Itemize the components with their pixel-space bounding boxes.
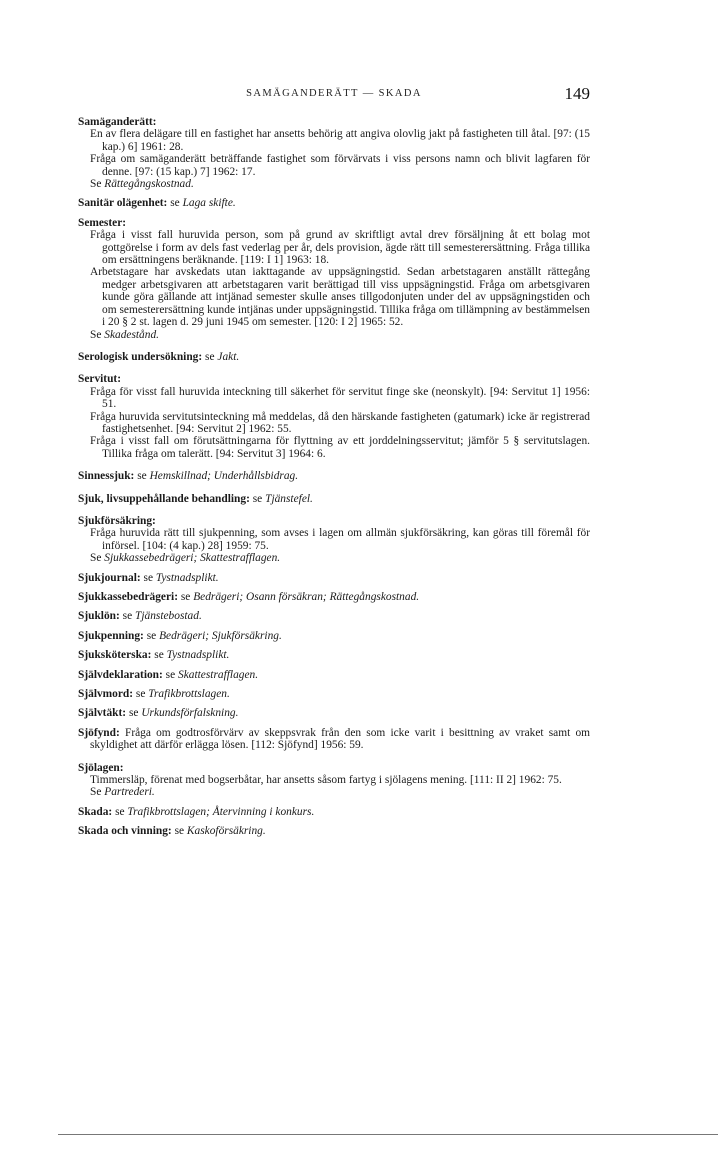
- see-label: se: [137, 470, 147, 483]
- entry-line: [78, 669, 590, 681]
- entry-term: Sinnessjuk:: [78, 470, 135, 483]
- entry-term: Sjuk, livsuppehållande behandling:: [78, 492, 250, 505]
- see-label: se: [170, 197, 180, 210]
- entry-paragraph: [78, 329, 590, 341]
- see-label: Se: [90, 786, 102, 799]
- entry-heading: [78, 116, 590, 128]
- see-label: Se: [90, 178, 102, 191]
- entry-line: [78, 493, 590, 505]
- entry-text: Fråga huruvida servitutsinteckning må meddelas, då den härskande fastigheten (gatumark) icke är registrerad fastighetsenhet. [94: Servitut 2] 1962: 55.: [90, 410, 590, 435]
- entry-text: Fråga i visst fall huruvida person, som på grund av skriftligt avtal drev försäljning åt ett bolag mot gottgörelse i form av dels fast vederlag per år, dels provision, ägde rätt till semesterersättning. Fråga tillika om ersättningens beräknande. [119: I 1] 1963: 18.: [90, 229, 590, 267]
- entry-paragraph: [78, 435, 590, 460]
- entry-paragraph: [78, 229, 590, 266]
- entry-term: Självmord:: [78, 688, 134, 701]
- cross-reference: Bedrägeri; Osann försäkran; Rättegångskostnad.: [193, 591, 420, 603]
- entry-text: Fråga huruvida rätt till sjukpenning, som avses i lagen om allmän sjukförsäkring, kan göras till föremål för införsel. [104: (4 kap.) 28] 1959: 75.: [90, 527, 590, 552]
- index-entry: [78, 197, 590, 209]
- index-entry: [78, 515, 590, 565]
- entry-heading: [78, 762, 590, 774]
- index-entry: [78, 806, 590, 818]
- entry-term: Semester:: [78, 216, 127, 229]
- index-entry: [78, 217, 590, 341]
- entry-line: [78, 727, 590, 752]
- index-content: [78, 116, 590, 845]
- entry-heading: [78, 515, 590, 527]
- index-entry: [78, 727, 590, 752]
- index-entry: [78, 591, 590, 603]
- entry-term: Sanitär olägenhet:: [78, 197, 168, 210]
- entry-paragraph: [78, 128, 590, 153]
- see-label: se: [146, 629, 157, 642]
- entry-line: [78, 806, 590, 818]
- index-entry: [78, 351, 590, 363]
- entry-text: Fråga i visst fall om förutsättningarna för flyttning av ett jorddelningsservitut; jämför 5 § servitutslagen. Tillika fråga om talerätt. [94: Servitut 3] 1964: 6.: [90, 435, 590, 460]
- entry-text: Timmersläp, förenat med bogserbåtar, har ansetts såsom fartyg i sjölagens mening. [111: II 2] 1962: 75.: [90, 774, 562, 787]
- see-label: se: [128, 707, 139, 720]
- see-label: se: [115, 805, 125, 818]
- index-entry: [78, 825, 590, 837]
- entry-paragraph: [78, 774, 590, 786]
- see-label: Se: [90, 328, 102, 341]
- entry-text: En av flera delägare till en fastighet har ansetts behörig att angiva olovlig jakt på fastigheten till åtal. [97: (15 kap.) 6] 1961: 28.: [90, 128, 590, 153]
- cross-reference: Jakt.: [217, 350, 240, 363]
- entry-line: [78, 610, 590, 622]
- cross-reference: Tjänstebostad.: [135, 610, 202, 623]
- entry-term: Serologisk undersökning:: [78, 350, 203, 363]
- see-label: se: [252, 492, 263, 505]
- entry-line: [78, 707, 590, 719]
- page-header: [78, 84, 590, 108]
- entry-term: Sjöfynd:: [78, 726, 120, 739]
- entry-text: Fråga om samäganderätt beträffande fastighet som förvärvats i viss persons namn och blivit lagfaren för denne. [97: (15 kap.) 7] 1962: 17.: [90, 153, 590, 178]
- see-label: se: [174, 825, 185, 838]
- cross-reference: Rättegångskostnad.: [104, 178, 194, 191]
- cross-reference: Partrederi.: [104, 786, 155, 799]
- index-entry: [78, 116, 590, 190]
- entry-term: Sjukkassebedrägeri:: [78, 591, 178, 603]
- entry-term: Sjukjournal:: [78, 571, 141, 584]
- entry-term: Samäganderätt:: [78, 116, 157, 128]
- entry-line: [78, 825, 590, 837]
- entry-heading: [78, 373, 590, 385]
- index-entry: [78, 707, 590, 719]
- cross-reference: Bedrägeri; Sjukförsäkring.: [159, 629, 282, 642]
- entry-paragraph: [78, 266, 590, 328]
- cross-reference: Skattestrafflagen.: [178, 668, 259, 681]
- entry-line: [78, 197, 590, 209]
- entry-line: [78, 572, 590, 584]
- entry-text: Arbetstagare har avskedats utan iakttagande av uppsägningstid. Sedan arbetstagaren anställt rättegång medger arbetsgivaren att arbetstagaren varit berättigad till viss uppsägningstid. Fråga om arbetsgivaren kunde göra gällande att intjänad semester skulle anses tillgodonjuten under del av uppsägningstiden och om semesterersättning kunde intjänas under uppsägningstid. Tillika fråga om tillämpning av bestämmelsen i 20 § 2 st. lagen d. 29 juni 1945 om semester. [120: I 2] 1965: 52.: [90, 266, 590, 329]
- cross-reference: Skadestånd.: [104, 328, 159, 341]
- index-entry: [78, 630, 590, 642]
- see-label: se: [205, 350, 215, 363]
- entry-paragraph: [78, 386, 590, 411]
- entry-paragraph: [78, 153, 590, 178]
- index-entry: [78, 470, 590, 482]
- index-entry: [78, 762, 590, 799]
- entry-line: [78, 470, 590, 482]
- see-label: Se: [90, 552, 102, 565]
- entry-term: Självdeklaration:: [78, 668, 163, 681]
- running-head: SAMÄGANDERÄTT — SKADA: [246, 88, 422, 99]
- entry-heading: [78, 217, 590, 229]
- cross-reference: Kaskoförsäkring.: [186, 825, 266, 838]
- see-label: se: [135, 688, 146, 701]
- entry-term: Servitut:: [78, 373, 122, 386]
- cross-reference: Trafikbrottslagen.: [148, 688, 230, 701]
- entry-term: Sjukpenning:: [78, 629, 144, 642]
- cross-reference: Trafikbrottslagen; Återvinning i konkurs.: [127, 805, 315, 818]
- entry-line: [78, 351, 590, 363]
- entry-term: Sjukförsäkring:: [78, 514, 156, 527]
- entry-term: Sjuklön:: [78, 610, 120, 623]
- page-number: 149: [564, 84, 590, 103]
- index-entry: [78, 610, 590, 622]
- index-entry: [78, 688, 590, 700]
- entry-paragraph: [78, 411, 590, 436]
- index-entry: [78, 669, 590, 681]
- cross-reference: Tystnadsplikt.: [155, 571, 219, 584]
- entry-term: Sjuksköterska:: [78, 649, 152, 662]
- cross-reference: Urkundsförfalskning.: [141, 707, 239, 720]
- index-entry: [78, 572, 590, 584]
- entry-paragraph: [78, 178, 590, 190]
- entry-line: [78, 688, 590, 700]
- entry-term: Sjölagen:: [78, 761, 124, 774]
- index-entry: [78, 649, 590, 661]
- entry-text: Fråga om godtrosförvärv av skeppsvrak från den som icke varit i besittning av vraket samt om skyldighet att därför erlägga lösen. [112: Sjöfynd] 1956: 59.: [90, 726, 590, 752]
- cross-reference: Tjänstefel.: [265, 492, 313, 505]
- entry-paragraph: [78, 786, 590, 798]
- see-label: se: [122, 610, 133, 623]
- cross-reference: Laga skifte.: [182, 197, 236, 210]
- index-entry: [78, 493, 590, 505]
- entry-text: Fråga för visst fall huruvida inteckning till säkerhet för servitut finge ske (neonskylt). [94: Servitut 1] 1956: 51.: [90, 385, 590, 411]
- see-label: se: [143, 571, 154, 584]
- entry-paragraph: [78, 527, 590, 552]
- see-label: se: [165, 668, 176, 681]
- entry-paragraph: [78, 552, 590, 564]
- entry-line: [78, 649, 590, 661]
- footer-rule: [58, 1134, 718, 1135]
- see-label: se: [180, 591, 191, 603]
- entry-line: [78, 591, 590, 603]
- cross-reference: Sjukkassebedrägeri; Skattestrafflagen.: [104, 552, 281, 565]
- see-label: se: [154, 649, 164, 662]
- cross-reference: Hemskillnad; Underhållsbidrag.: [149, 470, 299, 483]
- index-entry: [78, 373, 590, 460]
- entry-term: Skada:: [78, 805, 113, 818]
- cross-reference: Tystnadsplikt.: [166, 649, 230, 662]
- entry-term: Självtäkt:: [78, 707, 127, 720]
- entry-line: [78, 630, 590, 642]
- entry-term: Skada och vinning:: [78, 825, 172, 838]
